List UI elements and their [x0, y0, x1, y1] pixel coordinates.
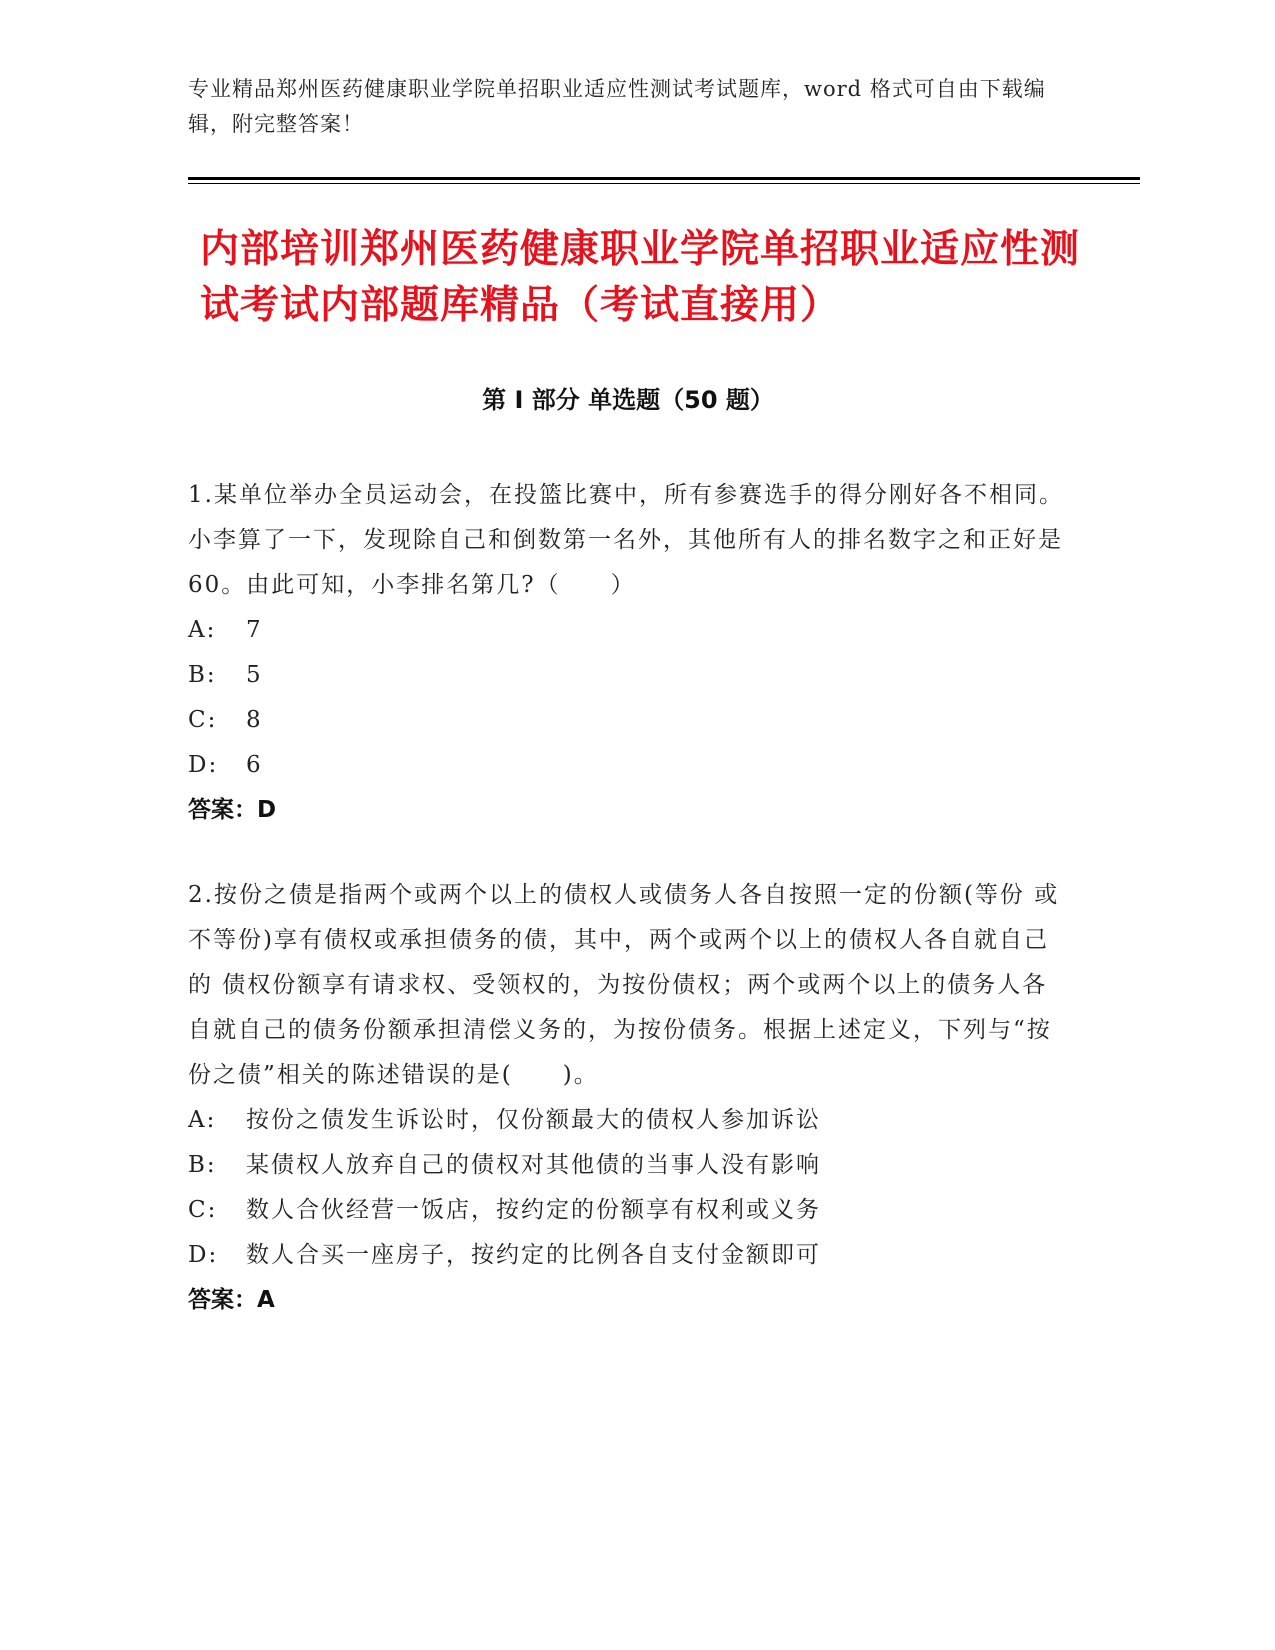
question-stem: 2.按份之债是指两个或两个以上的债权人或债务人各自按照一定的份额(等份 或不等份)享有债权或承担债务的债，其中，两个或两个以上的债权人各自就自己的 债权份额享有请求权、受领权的，为按份债权；两个或两个以上的债务人各自就自己的债务份额承担清偿义务的，为按份债务。根据上述定义，下列与“按份之债”相关的陈述错误的是( )。 — [188, 882, 1060, 1088]
option-text: 6 — [246, 752, 263, 778]
option-key: B: — [188, 1152, 217, 1178]
header-divider-thin — [188, 183, 1140, 184]
option-text: 按份之债发生诉讼时，仅份额最大的债权人参加诉讼 — [246, 1107, 821, 1133]
option-a — [188, 1098, 1068, 1143]
answer-line: 答案：D — [188, 797, 277, 823]
option-text: 8 — [246, 707, 263, 733]
question-block — [188, 873, 1068, 1323]
option-key: B: — [188, 662, 217, 688]
option-text: 数人合伙经营一饭店，按约定的份额享有权利或义务 — [246, 1197, 821, 1223]
header-note: 专业精品郑州医药健康职业学院单招职业适应性测试考试题库，word 格式可自由下载编辑，附完整答案！ — [188, 77, 1046, 136]
question-stem: 1.某单位举办全员运动会，在投篮比赛中，所有参赛选手的得分刚好各不相同。 小李算了一下，发现除自己和倒数第一名外，其他所有人的排名数字之和正好是60。由此可知，小李排名第几?（ ） — [188, 482, 1064, 598]
option-key: A: — [188, 1107, 217, 1133]
document-title: 内部培训郑州医药健康职业学院单招职业适应性测试考试内部题库精品（考试直接用） — [200, 227, 1081, 328]
option-c — [188, 698, 1068, 743]
option-c — [188, 1188, 1068, 1233]
option-text: 5 — [246, 662, 263, 688]
option-a — [188, 608, 1068, 653]
option-key: D: — [188, 1242, 219, 1268]
option-d — [188, 743, 1068, 788]
option-text: 某债权人放弃自己的债权对其他债的当事人没有影响 — [246, 1152, 821, 1178]
option-text: 数人合买一座房子，按约定的比例各自支付金额即可 — [246, 1242, 821, 1268]
question-block — [188, 473, 1068, 833]
section-title: 第 I 部分 单选题（50 题） — [482, 386, 774, 414]
option-b — [188, 653, 1068, 698]
option-key: D: — [188, 752, 219, 778]
option-text: 7 — [246, 617, 263, 643]
option-key: A: — [188, 617, 217, 643]
option-key: C: — [188, 707, 218, 733]
answer-line: 答案：A — [188, 1287, 275, 1313]
option-key: C: — [188, 1197, 218, 1223]
header-divider-thick — [188, 177, 1140, 180]
option-b — [188, 1143, 1068, 1188]
option-d — [188, 1233, 1068, 1278]
